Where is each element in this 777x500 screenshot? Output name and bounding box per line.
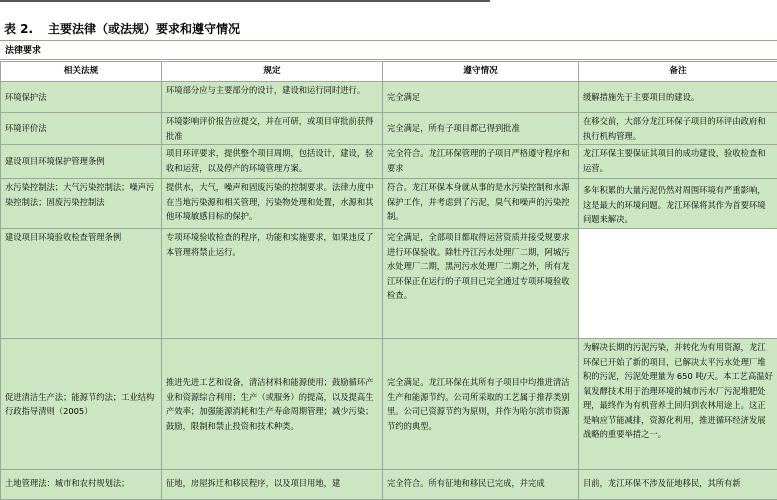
table-row xyxy=(1,179,777,229)
cell-remarks xyxy=(579,229,777,339)
cell-regulation: 建设项目环境验收检查管理条例 xyxy=(1,229,162,339)
cell-remarks: 目前，龙江环保不涉及征地移民，其所有新 xyxy=(579,470,777,500)
header-regulation: 相关法规 xyxy=(1,62,162,82)
header-row xyxy=(1,62,777,82)
cell-provision: 提供水，大气，噪声和固废污染的控制要求。法律力度中在当地污染源和相关管理，污染物处理和处置，水源和其他环境敏感目标的保护。 xyxy=(162,179,383,229)
cell-compliance: 符合。龙江环保本身就从事的是水污染控制和水源保护工作，并考虑到了污泥，臭气和噪声的污染控制。 xyxy=(383,179,579,229)
cell-regulation: 土地管理法：城市和农村规划法； xyxy=(1,470,162,500)
cell-remarks: 为解决长期的污泥污染，并转化为有用资源，龙江环保已开始了新的项目，已解决太平污水处理厂堆积的污泥，污泥处理量为 650 吨/天。本工艺高温好氧发酵技术用于治理环境的城市污水厂污泥堆肥处理，最终作为有机营养土回归到农林用途上。这正是响应节能减排，资源化利用，推进循环经济发展战略的重要举措之一。 xyxy=(579,339,777,470)
cell-provision: 推进先进工艺和设备，清洁材料和能源使用；鼓励循环产业和资源综合利用；生产（或服务）的提高，以及提高生产效率；加强能源消耗和生产寿命周期管理；减少污染；鼓励，限制和禁止投资和技术种类。 xyxy=(162,339,383,470)
cell-compliance: 完全满足。龙江环保在其所有子项目中均推进清洁生产和能源节约。公司所采取的工艺属于推荐类别里。公司已资源节约为原则，并作为哈尔滨市资源节约的典型。 xyxy=(383,339,579,470)
cell-compliance: 完全符合。龙江环保管理的子项目严格遵守程序和要求 xyxy=(383,145,579,179)
table-title: 主要法律（或法规）要求和遵守情况 xyxy=(48,22,240,36)
regulations-table xyxy=(0,61,777,500)
cell-provision: 征地，房屋拆迁和移民程序，以及项目用地，建 xyxy=(162,470,383,500)
header-compliance: 遵守情况 xyxy=(383,62,579,82)
cell-regulation: 环境保护法 xyxy=(1,82,162,113)
table-row xyxy=(1,470,777,500)
top-rule xyxy=(0,0,490,2)
cell-remarks: 多年积累的大量污泥仍然对周围环境有严重影响，这是最大的环境问题。龙江环保将其作为首要环境问题来解决。 xyxy=(579,179,777,229)
cell-provision: 项目环评要求，提供整个项目周期，包括设计，建设，验收和运营，以及停产的环境管理方案。 xyxy=(162,145,383,179)
cell-remarks: 在移交前，大部分龙江环保子项目的环评由政府和执行机构管理。 xyxy=(579,113,777,145)
cell-remarks: 龙江环保主要保证其项目的成功建设，验收检查和运营。 xyxy=(579,145,777,179)
cell-provision: 环境部分应与主要部分的设计，建设和运行同时进行。 xyxy=(162,82,383,113)
table-row xyxy=(1,145,777,179)
cell-regulation: 促进清洁生产法；能源节约法；工业结构行政指导清则（2005） xyxy=(1,339,162,470)
cell-provision: 环境影响评价报告应提交，并在可研，或项目审批前获得批准 xyxy=(162,113,383,145)
table-caption xyxy=(4,20,240,37)
section-label: 法律要求 xyxy=(0,40,777,60)
header-remarks: 备注 xyxy=(579,62,777,82)
cell-compliance: 完全满足 xyxy=(383,82,579,113)
cell-regulation: 水污染控制法；大气污染控制法；噪声污染控制法；固废污染控制法 xyxy=(1,179,162,229)
table-row xyxy=(1,339,777,470)
cell-compliance: 完全满足，全部项目都取得运营资质并接受规要求进行环保验收。除牡丹江污水处理厂二期，阿城污水处理厂二期，黑河污水处理厂二期之外，所有龙江环保正在运行的子项目已完全通过专项环境验收检查。 xyxy=(383,229,579,339)
table-row xyxy=(1,113,777,145)
cell-remarks: 缓解措施先于主要项目的建设。 xyxy=(579,82,777,113)
header-provision: 规定 xyxy=(162,62,383,82)
cell-regulation: 建设项目环境保护管理条例 xyxy=(1,145,162,179)
table-row xyxy=(1,82,777,113)
cell-regulation: 环境评价法 xyxy=(1,113,162,145)
table-number: 表 2. xyxy=(4,20,48,37)
cell-compliance: 完全符合。所有征地和移民已完成，并完成 xyxy=(383,470,579,500)
table-row xyxy=(1,229,777,339)
cell-compliance: 完全满足，所有子项目都已得到批准 xyxy=(383,113,579,145)
cell-provision: 专项环境验收检查的程序，功能和实施要求，如果违反了本管理将禁止运行。 xyxy=(162,229,383,339)
